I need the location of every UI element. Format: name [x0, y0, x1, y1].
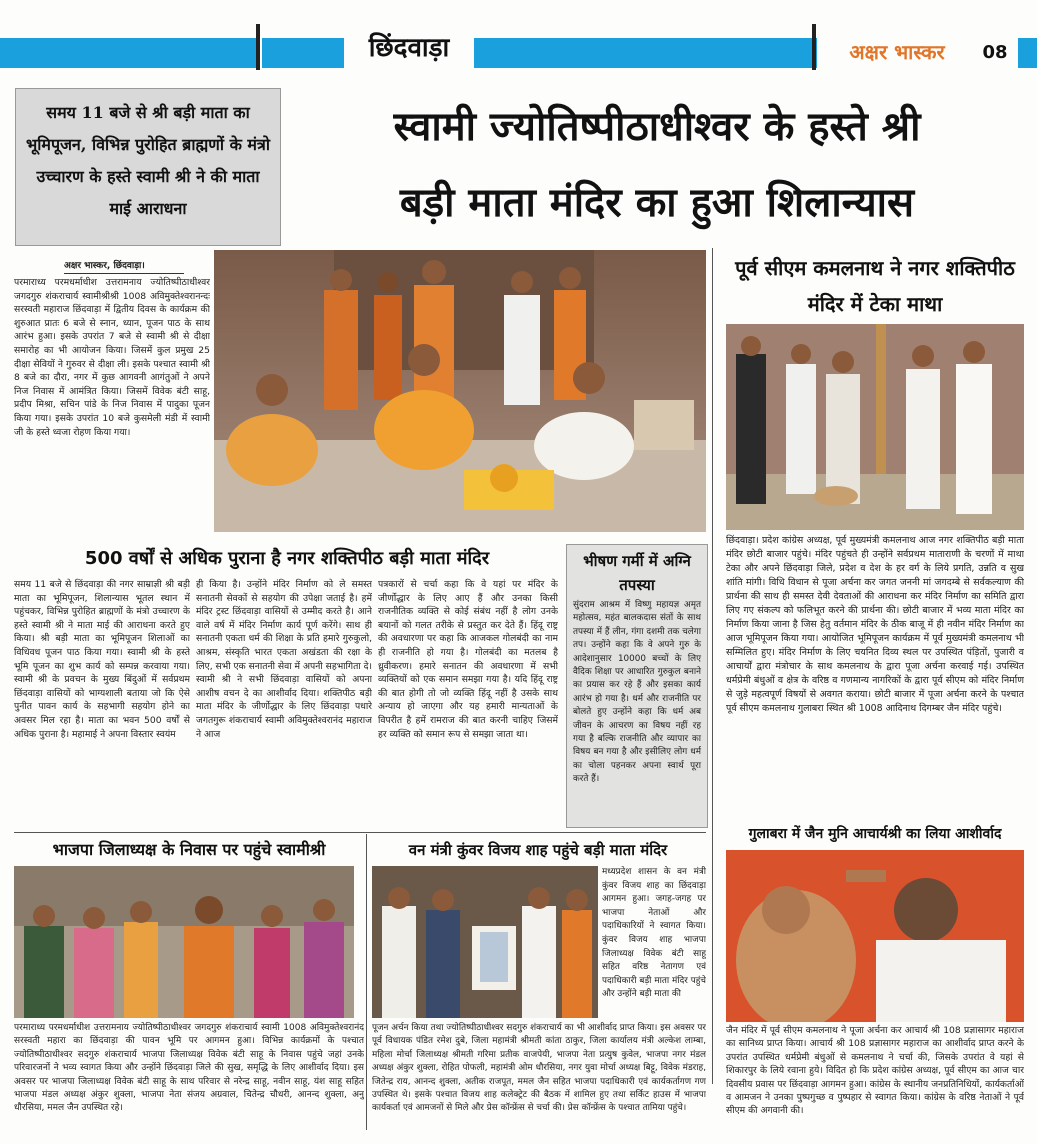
tapasya-text: सुंदराम आश्रम में विष्णु महायज्ञ अमृत महोत्सव, महंत बालकदास संतों के साथ तपस्या में हैं लीन, गंगा दशमी तक चलेगा तप। उन्होंने कहा कि वे अपने गुरु के आदेशानुसार 10000 बच्चों के लिए वैदिक शिक्षा पर आधारित गुरुकुल बनाने का प्रयास कर रहे हैं और इसका कार्य आरंभ हो गया है। धर्म और राजनीति पर बोलते हुए उन्होंने कहा कि धर्म अब जीवन के आचरण का विषय नहीं रह गया है बल्कि राजनीति और व्यापार का विषय बन गया है और इसीलिए लोग धर्म का चोला पहनकर अपना स्वार्थ पूरा करते हैं।: [573, 600, 701, 785]
kamalnath-text: छिंदवाड़ा। प्रदेश कांग्रेस अध्यक्ष, पूर्व मुख्यमंत्री कमलनाथ आज नगर शक्तिपीठ बड़ी माता मंदिर छोटी बाजार पहुंचे। मंदिर पहुंचते ही उन्होंने सर्वप्रथम माताराणी के चरणों में माथा टेका और अपने छिंदवाड़ा जिले, प्रदेश व देश के हर वर्ग के लिये प्रगति, उन्नति व सुख शांति मांगी। विधि विधान से पूजा अर्चना कर जगत जननी मां जगदम्बे से सर्वकल्याण की प्रार्थना की साथ ही समस्त देवी देवताओं की आराधना कर मंदिर निर्माण का समिति द्वारा लिए गए संकल्प को फलिभूत करने की प्रार्थना की। छोटी बाजार में भव्य माता मंदिर का निर्माण किया जाना है जिस हेतु वर्तमान मंदिर के ठीक बाजू में ही नवीन मंदिर निर्माण का आज भूमिपूजन किया गया। आयोजित भूमिपूजन कार्यक्रम में पूर्व मुख्यमंत्री कमलनाथ भी सम्मिलित हुए। मंदिर निर्माण के लिए चयनित दिव्य स्थल पर उपस्थित पंड़ितों, पुजारी व आचार्यों द्वारा मंत्रोचार के साथ कमलनाथ के द्वारा पूजा अर्चना करवाई गई। उपस्थित धर्मप्रेमी बंधुओं व क्षेत्र के वरिष्ठ व गणमान्य नागरिकों के द्वारा पूर्व सीएम को मंदिर निर्माण से जुड़े महत्वपूर्ण विषयों से अवगत कराया। छोटी बाजार में पूजा अर्चना करने के पश्चात पूर्व सीएम कमलनाथ गुलाबरा स्थित श्री 1008 आदिनाथ दिगम्बर जैन मंदिर पहुंचे।: [726, 535, 1024, 714]
bhoomipujan-photo: [214, 250, 706, 532]
kamalnath-divider: [712, 248, 713, 1084]
newspaper-brand: अक्षर भास्कर: [822, 36, 972, 68]
kamalnath-photo: [726, 324, 1024, 530]
header-bar-left: [0, 38, 256, 68]
bjp-photo: [14, 866, 354, 1018]
jain-muni-photo-svg: [726, 850, 1024, 1022]
shaktipeeth-headline: 500 वर्षों से अधिक पुराना है नगर शक्तिपीठ बड़ी माता मंदिर: [84, 548, 490, 569]
vijay-shah-text-bottom: पूजन अर्चन किया तथा ज्योतिष्पीठाधीश्वर सदगुरु शंकराचार्य का भी आशीर्वाद प्राप्त किया। इस अवसर पर पूर्व विधायक पंडित रमेश दुबे, जिला महामंत्री श्रीमती कांता ठाकुर, जिला कार्यालय मंत्री अल्केश लाम्बा, महिला मोर्चा जिलाध्यक्ष श्रीमती गरिमा प्रतीक वाजपेयी, भाजपा नेता प्रत्युष कुवेल, भाजपा नगर मंडल अध्यक्ष अंकुर शुक्ला, रोहित पोफली, महामंत्री ओम धौरसिया, नगर युवा मोर्चा अध्यक्ष बिट्टू, विवेक मंडराह, जितेन्द्र राय, आनन्द शुक्ला, अतीक राजपूत, ममल जैन सहित भाजपा पदाधिकारी एवं कार्यकर्तागण गण उपस्थित थे। इसके पश्चात विजय शाह कलेक्ट्रेट की बैठक में शामिल हुए तथा सर्किट हाउस में भाजपा कार्यकर्ता एवं आमजनों से मिले और प्रेस कॉन्फ्रेंस से चर्चा की। प्रेस कॉन्फ्रेंस के पश्चात तामिया पहुंचे।: [372, 1023, 706, 1114]
vijay-shah-headline: वन मंत्री कुंवर विजय शाह पहुंचे बड़ी माता मंदिर: [408, 841, 668, 859]
vijay-shah-divider: [366, 834, 367, 1130]
tapasya-box: [566, 544, 708, 828]
main-headline-line1: स्वामी ज्योतिष्पीठाधीश्वर के हस्ते श्री: [393, 104, 921, 150]
intro-text: परमाराध्य परमधर्माधीश उत्तरामनाय ज्योतिष्पीठाधीश्वर जगदगुरु शंकराचार्य स्वामीश्रीश्री 1008 अविमुक्तेश्वरानन्दः सरस्वती महाराज छिंदवाड़ा में द्वितीय दिवस के कार्यक्रम की शुरुआत प्रातः 6 बजे से स्नान, ध्यान, पूजन पाठ के साथ आरंभ हुआ। इसके उपरांत 7 बजे से स्वामी श्री से दीक्षा समारोह का भी आयोजन किया। जिसमें कुल प्रमुख 25 दीक्षा सेवियों ने गुरुवर से दीक्षा ली। इसके पश्चात स्वामी श्री 8 बजे का दौरा, नगर में कुछ आगवनी आगंतुओं ने अपने निज निवास में आमंत्रित किया। जिसमें विवेक बंटी साहू, प्रदीप मिश्रा, सचिन पांडे के निज निवास में पादुका पूजन किया गया। इसके उपरांत 10 बजे कुसमेली मंडी में स्वामी जी के हस्ते ध्वजा रोहण किया गया।: [14, 277, 210, 438]
intro-byline: अक्षर भास्कर, छिंदवाड़ा।: [64, 258, 184, 274]
page-number: 08: [975, 38, 1015, 68]
bjp-divider-top: [14, 832, 706, 833]
vijay-shah-photo: [372, 866, 598, 1018]
summary-text: समय 11 बजे से श्री बड़ी माता का भूमिपूजन, विभिन्न पुरोहित ब्राह्मणों के मंत्रो उच्चारण के हस्ते स्वामी श्री ने की माता माई आराधना: [26, 103, 270, 218]
bjp-text: परमाराध्य परमधर्माधीश उत्तरामनाय ज्योतिष्पीठाधीश्वर जगदगुरु शंकराचार्य स्वामी 1008 अविमुक्तेश्वरानंद सरस्वती महारा का छिंदवाड़ा की पावन भूमि पर आगमन हुआ। विभिन्न कार्यक्रमों के पश्चात ज्योतिष्पीठाधीश्वर सदगुरु शंकराचार्य भाजपा जिलाध्यक्ष विवेक बंटी साहू के निवास पहुंचे जहां उनके परिवारजनों ने भव्य स्वागत किया और उन्होंने छिंदवाड़ा जिले की सुख, समृद्धि के लिए आशीर्वाद दिया। इस अवसर पर भाजपा जिलाध्यक्ष विवेक बंटी साहू के साथ परिवार से नरेन्द्र साहू, नवीन साहू, यंश साहू सहित भाजपा मंडल अध्यक्ष अंकुर शुक्ला, भाजपा नेता संजय अग्रवाल, चितेन्द्र चौधरी, आनन्द शुक्ला, अनु धौरसिया, ममल जैन उपस्थित रहे।: [14, 1023, 364, 1114]
tapasya-headline: भीषण गर्मी में अग्नि तपस्या: [583, 552, 691, 594]
shaktipeeth-col3: पत्रकारों से चर्चा कहा कि वे यहां पर मंदिर के जीर्णोद्धार के लिए आए हैं और उनका किसी राजनीतिक व्यक्ति से कोई संबंध नहीं है लोग उनके बयानों को गलत तरीके से प्रस्तुत कर देते हैं। हिंदू राष्ट्र की अवधारणा पर कहा कि आजकल गोलबंदी का नाम ही राजनीति हो गया है। गोलबंदी का मतलब है ध्रुवीकरण। हमारे सनातन की अवधारणा में सभी व्यक्तियों को एक समान समझा गया है। यदि हिंदू राष्ट्र की बात होगी तो जो व्यक्ति हिंदू नहीं है उसके साथ अन्याय हो जाएगा और यह हमारी मान्यताओं के विपरीत है हमें रामराज की बात करनी चाहिए जिसमें हर व्यक्ति को समान रूप से समझा जाता था।: [378, 579, 558, 740]
shaktipeeth-col2: ही किया है। उन्होंने मंदिर निर्माण को ले समस्त सनातनी सेवकों से सहयोग की उपेक्षा जताई है। हमें मंदिर ट्रस्ट छिंदवाड़ा वासियों से उम्मीद करते है। आने वाले वर्ष में मंदिर निर्माण कार्य पूर्ण करेंगे। साथ ही सनातनी एकता धर्म की शिक्षा के प्रति हमारे गुरुकुलो, आश्रम, संस्कृति भारत एकता अखंडता की रक्षा के लिए, सभी एक सनातनी सेवा में अपनी सहभागिता दे। स्वामी श्री ने सभी छिंदवाड़ा वासियों को अपना आशीष वचन दे का आशीर्वाद दिया। शक्तिपीठ बड़ी माता मंदिर के जीर्णोद्धार के लिए छिंदवाड़ा पधारे जगतगुरू शंकराचार्य स्वामी अविमुक्तेश्वरानंद महाराज ने आज: [196, 579, 372, 740]
bhoomipujan-photo-svg: [214, 250, 706, 532]
kamalnath-photo-svg: [726, 324, 1024, 530]
jain-muni-text: जैन मंदिर में पूर्व सीएम कमलनाथ ने पूजा अर्चना कर आचार्य श्री 108 प्रज्ञासागर महाराज का सानिध्य प्राप्त किया। आचार्य श्री 108 प्रज्ञासागर महाराज का आशीर्वाद प्राप्त करने के उपरांत उपस्थित धर्मप्रेमी बंधुओं से कमलनाथ ने चर्चा की, जिसके उपरांत वे यहां से शिकारपुर के लिये रवाना हुये। विदित हो कि प्रदेश कांग्रेस अध्यक्ष, पूर्व सीएम का आज चार दिवसीय प्रवास पर छिंदवाड़ा आगमन हुआ। कांग्रेस के स्थानीय जनप्रतिनिधियों, कार्यकर्ताओं व आमजन ने उनका पुष्पगुच्छ व पुष्पहार से स्वागत किया। कांग्रेस के वरिष्ठ नेताओं ने पूर्व सीएम की अगवानी की।: [726, 1025, 1024, 1117]
jain-muni-headline: गुलाबरा में जैन मुनि आचार्यश्री का लिया आशीर्वाद: [748, 826, 1002, 842]
header-bar-right: [1018, 38, 1037, 68]
summary-box: [15, 88, 281, 246]
shaktipeeth-col1: समय 11 बजे से छिंदवाड़ा की नगर साम्राज्ञी श्री बड़ी माता का भूमिपूजन, शिलान्यास भूतल स्थान में पहुंचकर, विभिन्न पुरोहित ब्राह्मणों के मंत्रो उच्चारण के हस्ते स्वामी श्री ने माता माई की आराधना करते हुए किया। श्री बड़ी माता का भूमिपूजन शिलाओं का विधिवध पूजन पाठ किया गया। स्वामी श्री के हस्ते भूमि पूजन का शुभ कार्य को सम्पन्न करवाया गया। स्वामी श्री के प्रवचन के मुख्य बिंदुओं में सर्वप्रथम छिंदवाड़ा वासियों को भाग्यशाली बताया जो कि ऐसे पुनीत पावन कार्य के सहभागी सहयोग होने का अवसर मिल रहा है। माता का भवन 500 वर्षों से अधिक पुराना है। महामाई ने अपना विस्तार स्वयंम: [14, 579, 190, 740]
bjp-photo-svg: [14, 866, 354, 1018]
section-title: छिंदवाड़ा: [344, 28, 474, 68]
main-headline: [282, 88, 1032, 244]
header-divider-left: [256, 24, 260, 70]
kamalnath-headline: पूर्व सीएम कमलनाथ ने नगर शक्तिपीठ मंदिर में टेका माथा: [735, 256, 1015, 316]
header-divider-right: [812, 24, 816, 70]
main-headline-line2: बड़ी माता मंदिर का हुआ शिलान्यास: [399, 180, 915, 226]
vijay-shah-text-side: मध्यप्रदेश शासन के वन मंत्री कुंवर विजय शाह का छिंदवाड़ा आगमन हुआ। जगह-जगह पर भाजपा नेताओं और पदाधिकारियों ने स्वागत किया। कुंवर विजय शाह भाजपा जिलाध्यक्ष विवेक बंटी साहू सहित वरिष्ठ नेतागण एवं पदाधिकारी बड़ी माता मंदिर पहुंचे और उन्होंने बड़ी माता की: [602, 867, 706, 1000]
jain-muni-photo: [726, 850, 1024, 1022]
vijay-shah-photo-svg: [372, 866, 598, 1018]
bjp-headline: भाजपा जिलाध्यक्ष के निवास पर पहुंचे स्वामीश्री: [52, 840, 326, 859]
